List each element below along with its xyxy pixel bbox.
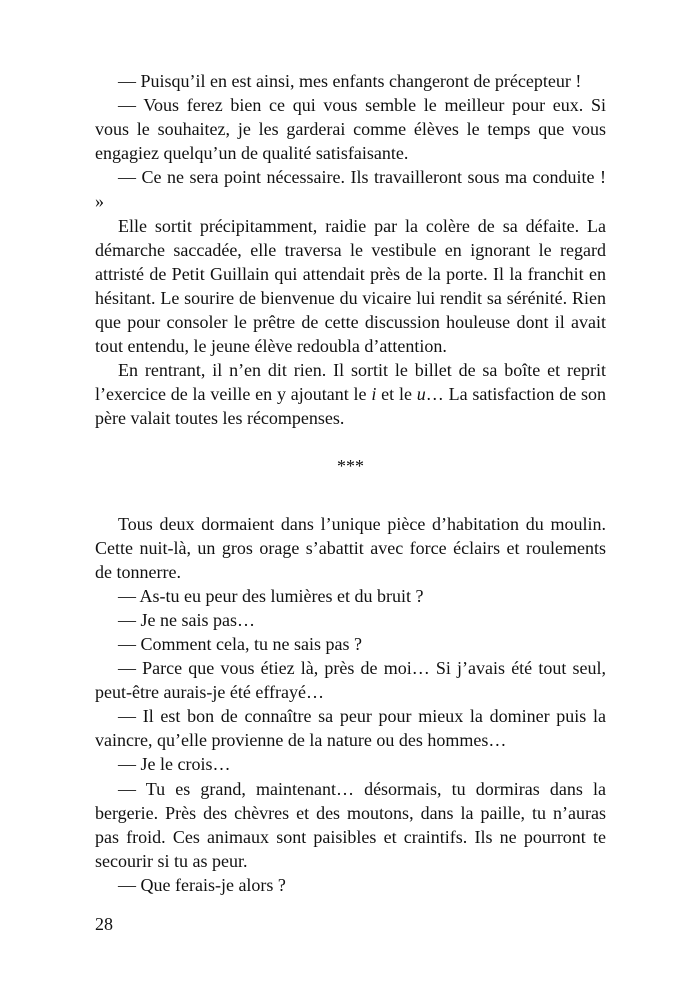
paragraph: — Je ne sais pas… bbox=[118, 609, 255, 630]
italic-letter-u: u bbox=[416, 384, 426, 405]
text-span: En rentrant, il n’en dit rien. Il sortit le billet de sa boîte et reprit l’exercice de la veille en y ajoutant le bbox=[95, 360, 606, 405]
section-break: *** bbox=[337, 456, 364, 477]
page-body bbox=[95, 69, 606, 897]
italic-letter-i: i bbox=[371, 384, 377, 405]
paragraph: — Comment cela, tu ne sais pas ? bbox=[118, 633, 362, 654]
paragraph: — Tu es grand, maintenant… désormais, tu dormiras dans la bergerie. Près des chèvres et des moutons, dans la paille, tu n’auras pas froid. Ces animaux sont paisibles et craintifs. Ils ne pourront te secourir si tu as peur. bbox=[95, 778, 606, 871]
text-span: et le bbox=[376, 384, 417, 405]
paragraph: — Ce ne sera point nécessaire. Ils travailleront sous ma conduite ! » bbox=[95, 167, 606, 212]
paragraph: — Il est bon de connaître sa peur pour mieux la dominer puis la vaincre, qu’elle provienne de la nature ou des hommes… bbox=[95, 706, 606, 751]
page-number: 28 bbox=[95, 914, 113, 934]
paragraph: — Puisqu’il en est ainsi, mes enfants changeront de précepteur ! bbox=[118, 71, 582, 91]
paragraph: Tous deux dormaient dans l’unique pièce d’habitation du moulin. Cette nuit-là, un gros orage s’abattit avec force éclairs et roulements de tonnerre. bbox=[95, 513, 606, 582]
paragraph: Elle sortit précipitamment, raidie par la colère de sa défaite. La démarche saccadée, elle traversa le vestibule en ignorant le regard attristé de Petit Guillain qui attendait près de la porte. Il la franchit en hésitant. Le sourire de bienvenue du vicaire lui rendit sa sérénité. Rien que pour consoler le prêtre de cette discussion houleuse dont il avait tout entendu, le jeune élève redoubla d’attention. bbox=[95, 215, 606, 357]
paragraph: — Parce que vous étiez là, près de moi… Si j’avais été tout seul, peut-être aurais-je été effrayé… bbox=[95, 658, 606, 703]
paragraph-rentrant bbox=[95, 358, 606, 430]
paragraph: — As-tu eu peur des lumières et du bruit ? bbox=[118, 585, 424, 606]
paragraph: — Vous ferez bien ce qui vous semble le meilleur pour eux. Si vous le souhaitez, je les garderai comme élèves le temps que vous engagiez quelqu’un de qualité satisfaisante. bbox=[95, 95, 606, 164]
text-span: … La satisfaction de son père valait toutes les récompenses. bbox=[95, 384, 606, 429]
paragraph: — Que ferais-je alors ? bbox=[118, 874, 286, 895]
paragraph: — Je le crois… bbox=[118, 754, 231, 775]
